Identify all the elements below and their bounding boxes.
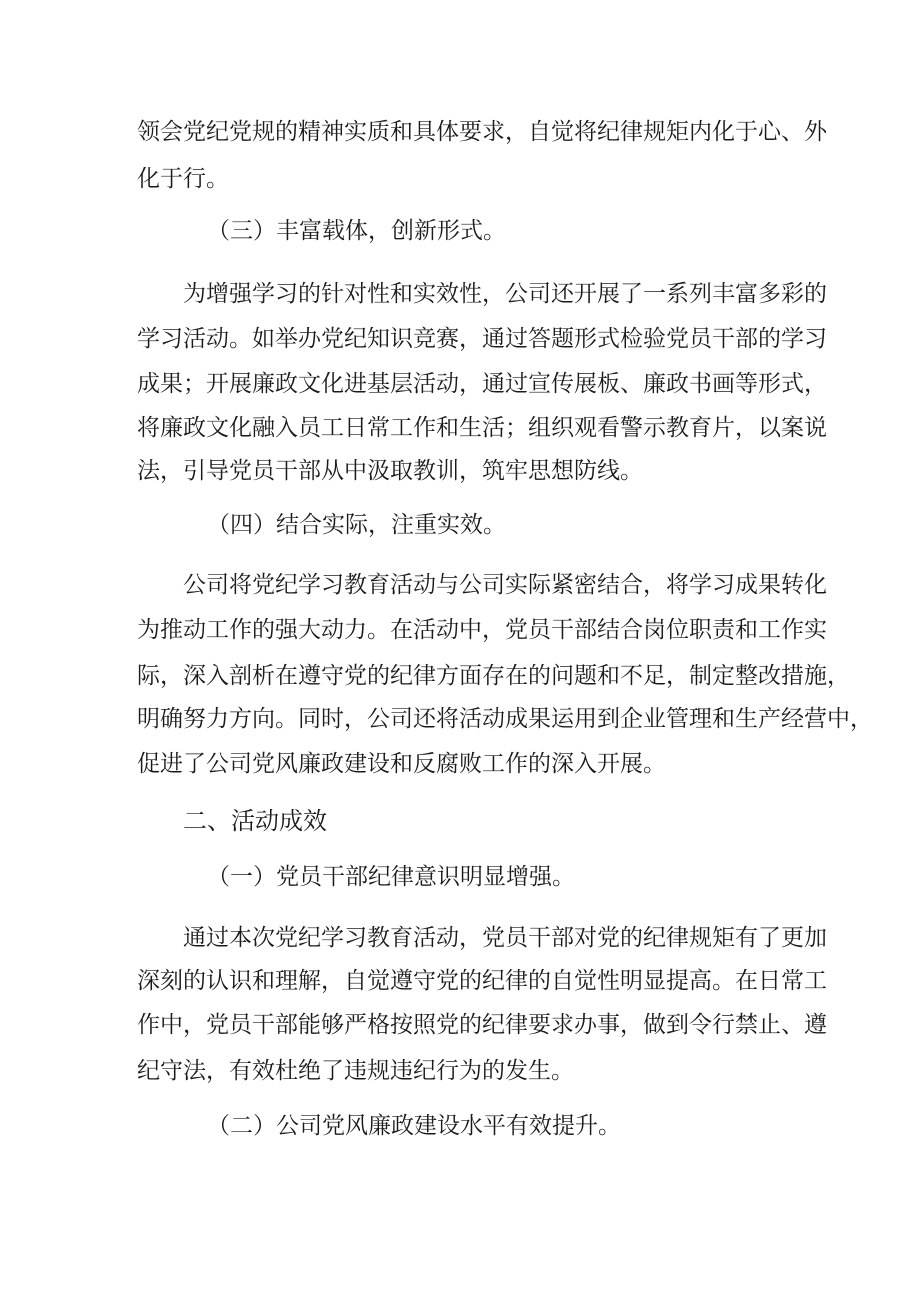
subheading-four: （四）结合实际，注重实效。	[207, 512, 506, 538]
paragraph-line: 际，深入剖析在遵守党的纪律方面存在的问题和不足，制定整改措施，	[137, 663, 850, 689]
subheading-three: （三）丰富载体，创新形式。	[207, 218, 506, 244]
paragraph-line: 通过本次党纪学习教育活动，党员干部对党的纪律规矩有了更加	[183, 925, 827, 951]
paragraph-line: 公司将党纪学习教育活动与公司实际紧密结合，将学习成果转化	[183, 572, 827, 598]
paragraph-line: 成果；开展廉政文化进基层活动，通过宣传展板、廉政书画等形式，	[137, 371, 827, 397]
subheading-one: （一）党员干部纪律意识明显增强。	[207, 864, 575, 890]
paragraph-line: 化于行。	[137, 166, 229, 192]
paragraph-line: 法，引导党员干部从中汲取教训，筑牢思想防线。	[137, 458, 643, 484]
paragraph-line: 明确努力方向。同时，公司还将活动成果运用到企业管理和生产经营中，	[137, 706, 873, 732]
paragraph-line: 将廉政文化融入员工日常工作和生活；组织观看警示教育片，以案说	[137, 415, 827, 441]
paragraph-line: 为推动工作的强大动力。在活动中，党员干部结合岗位职责和工作实	[137, 617, 827, 643]
subheading-two: （二）公司党风廉政建设水平有效提升。	[207, 1113, 621, 1139]
section-heading: 二、活动成效	[183, 807, 327, 835]
paragraph-line: 学习活动。如举办党纪知识竞赛，通过答题形式检验党员干部的学习	[137, 326, 827, 352]
paragraph-line: 作中，党员干部能够严格按照党的纪律要求办事，做到令行禁止、遵	[137, 1012, 827, 1038]
paragraph-line: 深刻的认识和理解，自觉遵守党的纪律的自觉性明显提高。在日常工	[137, 968, 827, 994]
paragraph-line: 纪守法，有效杜绝了违规违纪行为的发生。	[137, 1058, 574, 1084]
paragraph-line: 领会党纪党规的精神实质和具体要求，自觉将纪律规矩内化于心、外	[137, 119, 827, 145]
paragraph-line: 促进了公司党风廉政建设和反腐败工作的深入开展。	[137, 751, 666, 777]
paragraph-line: 为增强学习的针对性和实效性，公司还开展了一系列丰富多彩的	[183, 281, 827, 307]
